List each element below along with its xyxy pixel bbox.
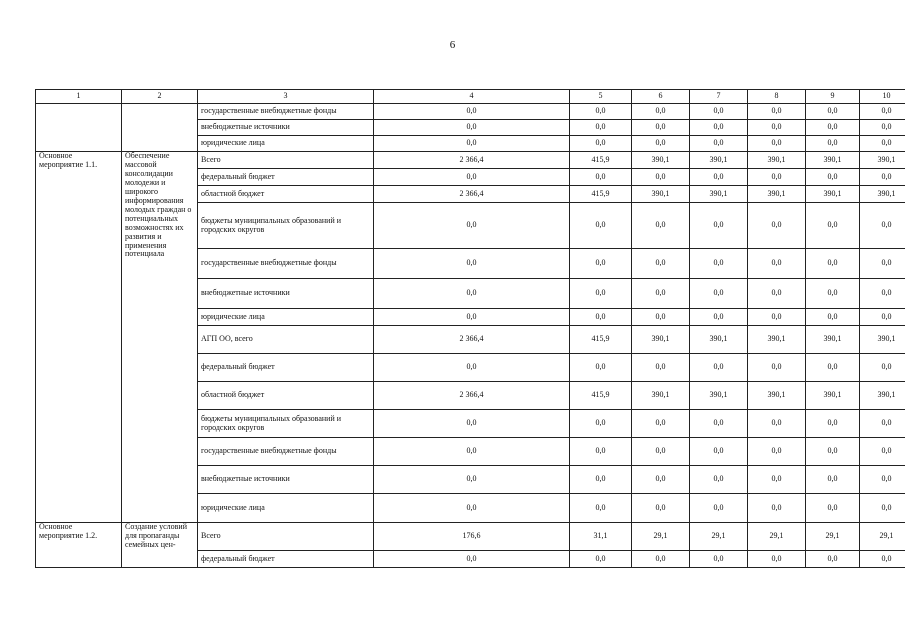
budget-table [35,89,905,568]
value-cell: 0,0 [374,354,570,382]
column-header: 3 [198,90,374,104]
value-cell: 0,0 [632,203,690,249]
value-cell: 29,1 [748,523,806,551]
value-cell: 0,0 [860,249,905,279]
value-cell: 0,0 [748,120,806,136]
value-cell: 0,0 [632,410,690,438]
value-cell: 0,0 [748,279,806,309]
column-header: 9 [806,90,860,104]
value-cell: 0,0 [860,120,905,136]
value-cell: 29,1 [690,523,748,551]
value-cell: 0,0 [806,120,860,136]
value-cell: 0,0 [690,203,748,249]
value-cell: 390,1 [860,186,905,203]
value-cell: 0,0 [374,120,570,136]
value-cell: 390,1 [806,152,860,169]
source-cell: государственные внебюджетные фонды [198,249,374,279]
value-cell: 0,0 [748,249,806,279]
value-cell: 0,0 [374,136,570,152]
value-cell: 415,9 [570,326,632,354]
value-cell: 0,0 [806,438,860,466]
value-cell: 0,0 [690,410,748,438]
value-cell: 0,0 [632,466,690,494]
source-cell: бюджеты муниципальных образований и городских округов [198,203,374,249]
value-cell: 29,1 [632,523,690,551]
value-cell: 0,0 [632,354,690,382]
value-cell: 0,0 [860,438,905,466]
value-cell: 0,0 [632,136,690,152]
value-cell: 0,0 [806,466,860,494]
value-cell: 0,0 [570,169,632,186]
value-cell: 0,0 [570,136,632,152]
value-cell: 2 366,4 [374,186,570,203]
value-cell: 0,0 [374,203,570,249]
value-cell: 0,0 [806,309,860,326]
value-cell: 0,0 [690,169,748,186]
activity-cell: Основное мероприятие 1.2. [36,523,122,568]
value-cell: 0,0 [806,104,860,120]
source-cell: федеральный бюджет [198,354,374,382]
source-cell: юридические лица [198,494,374,523]
value-cell: 0,0 [860,410,905,438]
value-cell: 390,1 [860,382,905,410]
table-row [36,523,905,551]
source-cell: областной бюджет [198,382,374,410]
value-cell: 0,0 [748,438,806,466]
value-cell: 0,0 [632,120,690,136]
source-cell: юридические лица [198,136,374,152]
value-cell: 0,0 [860,309,905,326]
value-cell: 0,0 [570,466,632,494]
value-cell: 0,0 [748,410,806,438]
value-cell: 0,0 [632,551,690,568]
value-cell: 0,0 [806,136,860,152]
source-cell: внебюджетные источники [198,120,374,136]
value-cell: 390,1 [806,186,860,203]
value-cell: 0,0 [570,104,632,120]
value-cell: 415,9 [570,382,632,410]
value-cell: 0,0 [632,438,690,466]
source-cell: областной бюджет [198,186,374,203]
value-cell: 0,0 [748,494,806,523]
value-cell: 0,0 [570,551,632,568]
value-cell: 0,0 [570,494,632,523]
value-cell: 0,0 [860,279,905,309]
column-header: 8 [748,90,806,104]
value-cell: 0,0 [860,104,905,120]
value-cell: 0,0 [748,104,806,120]
value-cell: 2 366,4 [374,152,570,169]
source-cell: бюджеты муниципальных образований и городских округов [198,410,374,438]
column-header: 1 [36,90,122,104]
source-cell: внебюджетные источники [198,466,374,494]
value-cell: 0,0 [748,466,806,494]
value-cell: 0,0 [690,136,748,152]
value-cell: 415,9 [570,186,632,203]
column-header: 4 [374,90,570,104]
value-cell: 29,1 [806,523,860,551]
value-cell: 0,0 [632,494,690,523]
value-cell: 0,0 [570,354,632,382]
value-cell: 390,1 [806,326,860,354]
value-cell: 0,0 [570,203,632,249]
value-cell: 0,0 [690,249,748,279]
value-cell: 0,0 [860,551,905,568]
value-cell: 0,0 [748,203,806,249]
value-cell: 0,0 [690,309,748,326]
value-cell: 0,0 [806,551,860,568]
table-row [36,152,905,169]
value-cell: 0,0 [860,136,905,152]
value-cell: 0,0 [806,494,860,523]
value-cell: 0,0 [806,354,860,382]
column-header: 6 [632,90,690,104]
source-cell: юридические лица [198,309,374,326]
value-cell: 0,0 [690,279,748,309]
value-cell: 0,0 [632,249,690,279]
value-cell: 0,0 [690,466,748,494]
value-cell: 0,0 [690,120,748,136]
value-cell: 0,0 [748,169,806,186]
value-cell: 415,9 [570,152,632,169]
value-cell: 390,1 [806,382,860,410]
value-cell: 0,0 [806,249,860,279]
value-cell: 0,0 [374,551,570,568]
value-cell: 0,0 [806,279,860,309]
value-cell: 0,0 [570,438,632,466]
value-cell: 0,0 [860,169,905,186]
value-cell: 0,0 [374,279,570,309]
value-cell: 390,1 [860,152,905,169]
source-cell: внебюджетные источники [198,279,374,309]
description-cell: Обеспечение массовой консолидации молодежи и широкого информирования молодых граждан о потенциальных возможностях их развития и применения потенциала [122,152,198,523]
value-cell: 0,0 [860,203,905,249]
source-cell: государственные внебюджетные фонды [198,104,374,120]
value-cell: 176,6 [374,523,570,551]
value-cell: 0,0 [690,551,748,568]
source-cell: Всего [198,152,374,169]
value-cell: 0,0 [690,438,748,466]
value-cell: 390,1 [690,186,748,203]
source-cell: федеральный бюджет [198,551,374,568]
value-cell: 0,0 [806,410,860,438]
value-cell: 0,0 [570,279,632,309]
value-cell: 390,1 [690,152,748,169]
value-cell: 0,0 [860,354,905,382]
value-cell: 390,1 [860,326,905,354]
description-cell [122,104,198,152]
value-cell: 0,0 [748,551,806,568]
value-cell: 0,0 [374,169,570,186]
value-cell: 390,1 [748,326,806,354]
value-cell: 390,1 [748,152,806,169]
value-cell: 0,0 [860,466,905,494]
value-cell: 29,1 [860,523,905,551]
value-cell: 390,1 [748,186,806,203]
activity-cell [36,104,122,152]
source-cell: Всего [198,523,374,551]
value-cell: 0,0 [748,354,806,382]
column-header: 7 [690,90,748,104]
value-cell: 0,0 [374,466,570,494]
value-cell: 0,0 [632,309,690,326]
value-cell: 0,0 [632,279,690,309]
value-cell: 0,0 [374,438,570,466]
value-cell: 31,1 [570,523,632,551]
value-cell: 0,0 [570,120,632,136]
source-cell: федеральный бюджет [198,169,374,186]
value-cell: 0,0 [806,203,860,249]
value-cell: 390,1 [632,326,690,354]
value-cell: 0,0 [632,169,690,186]
value-cell: 0,0 [748,136,806,152]
page-number: 6 [449,39,456,51]
value-cell: 2 366,4 [374,326,570,354]
value-cell: 390,1 [690,382,748,410]
value-cell: 0,0 [374,309,570,326]
column-header: 10 [860,90,905,104]
value-cell: 390,1 [632,382,690,410]
value-cell: 0,0 [690,104,748,120]
description-cell: Создание условий для пропаганды семейных цен- [122,523,198,568]
value-cell: 0,0 [632,104,690,120]
source-cell: АГП ОО, всего [198,326,374,354]
column-header: 5 [570,90,632,104]
value-cell: 0,0 [374,494,570,523]
activity-cell: Основное мероприятие 1.1. [36,152,122,523]
value-cell: 390,1 [690,326,748,354]
value-cell: 0,0 [570,410,632,438]
table-row [36,104,905,120]
value-cell: 2 366,4 [374,382,570,410]
value-cell: 0,0 [860,494,905,523]
value-cell: 0,0 [374,410,570,438]
value-cell: 0,0 [690,354,748,382]
value-cell: 390,1 [748,382,806,410]
value-cell: 0,0 [690,494,748,523]
value-cell: 0,0 [570,309,632,326]
value-cell: 0,0 [374,249,570,279]
header-row [36,90,905,104]
value-cell: 0,0 [570,249,632,279]
value-cell: 0,0 [806,169,860,186]
value-cell: 390,1 [632,186,690,203]
value-cell: 390,1 [632,152,690,169]
column-header: 2 [122,90,198,104]
source-cell: государственные внебюджетные фонды [198,438,374,466]
value-cell: 0,0 [374,104,570,120]
value-cell: 0,0 [748,309,806,326]
